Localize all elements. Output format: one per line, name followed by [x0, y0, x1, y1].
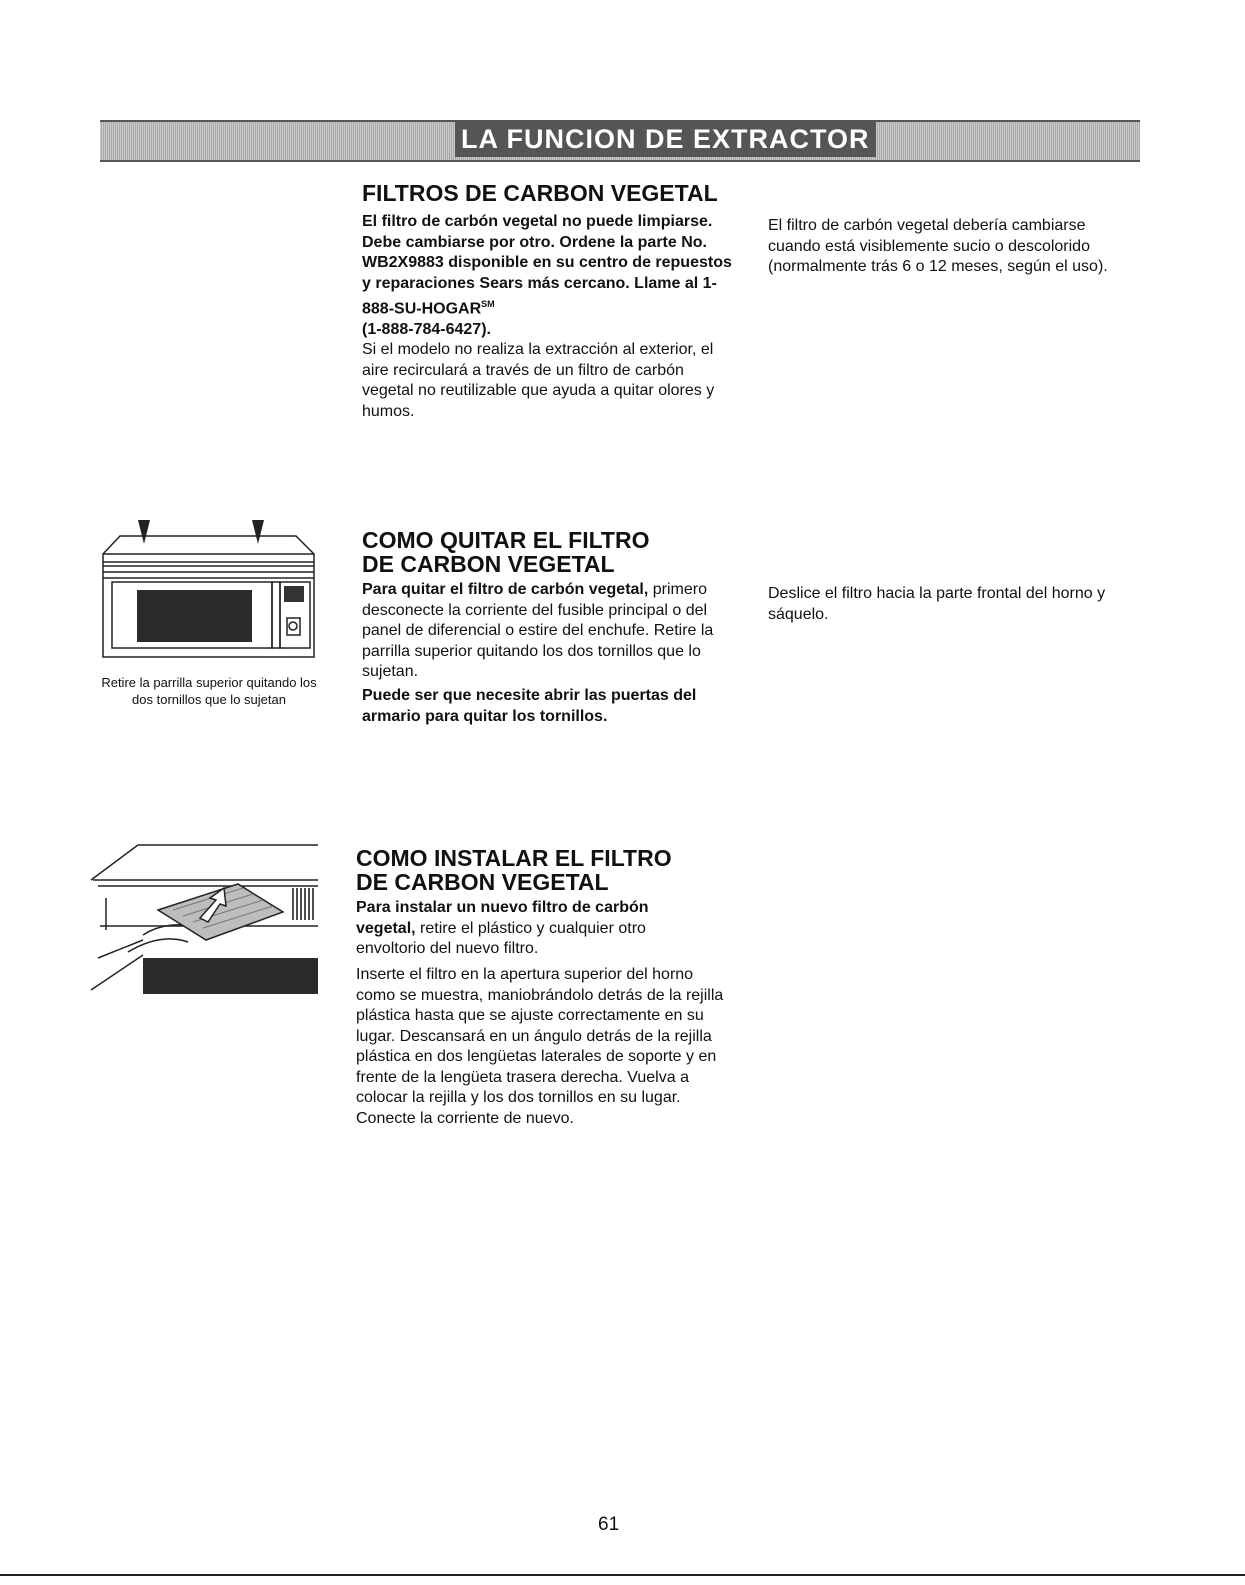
install-filter-unwrap: Para instalar un nuevo filtro de carbón vegetal, retire el plástico y cualquier otro envoltorio del nuevo filtro. — [356, 899, 649, 957]
heading-remove-filter: COMO QUITAR EL FILTRO DE CARBON VEGETAL — [362, 527, 650, 577]
remove-filter-instructions: Para quitar el filtro de carbón vegetal, primero desconecte la corriente del fusible principal o del panel de diferencial o estire del enchufe. Retire la parrilla superior quitando los dos tornillos que lo sujetan. — [362, 581, 714, 680]
install-filter-instructions: Inserte el filtro en la apertura superior del horno como se muestra, maniobrándolo detrás de la rejilla plástica hasta que se ajuste correctamente en su lugar. Descansará en un ángulo detrás de la rejilla plástica en dos lengüetas laterales de soporte y en frente de la lengüeta trasera derecha. Vuelva a colocar la rejilla y los dos tornillos en su lugar. Conecte la corriente de nuevo. — [356, 966, 724, 1127]
microwave-grille-illustration — [100, 520, 320, 670]
banner-title: LA FUNCION DE EXTRACTOR — [455, 121, 876, 157]
bottom-rule — [0, 1574, 1245, 1576]
page-number: 61 — [598, 1514, 620, 1535]
heading-install-filter: COMO INSTALAR EL FILTRO DE CARBON VEGETAL — [356, 845, 672, 895]
replacement-interval-paragraph: El filtro de carbón vegetal debería cambiarse cuando está visiblemente sucio o descolorido (normalmente trás 6 o 12 meses, según el uso). — [768, 217, 1108, 275]
filter-install-illustration — [88, 840, 323, 1000]
carbon-filter-bold-intro: El filtro de carbón vegetal no puede limpiarse. Debe cambiarse por otro. Ordene la parte No. WB2X9883 disponible en su centro de repuestos y reparaciones Sears más cercano. Llame al 1-888-SU-HOGAR℠ (1-888-784-6427). — [362, 213, 732, 338]
heading-carbon-filters: FILTROS DE CARBON VEGETAL — [362, 180, 718, 206]
recirculation-paragraph: Si el modelo no realiza la extracción al exterior, el aire recirculará a través de un filtro de carbón vegetal no reutilizable que ayuda a quitar olores y humos. — [362, 341, 715, 420]
figure-caption-grille: Retire la parrilla superior quitando los dos tornillos que lo sujetan — [101, 675, 317, 707]
slide-filter-paragraph: Deslice el filtro hacia la parte frontal del horno y sáquelo. — [768, 585, 1106, 623]
service-mark: SM — [481, 299, 495, 309]
remove-filter-cabinet-note: Puede ser que necesite abrir las puertas del armario para quitar los tornillos. — [362, 687, 697, 725]
